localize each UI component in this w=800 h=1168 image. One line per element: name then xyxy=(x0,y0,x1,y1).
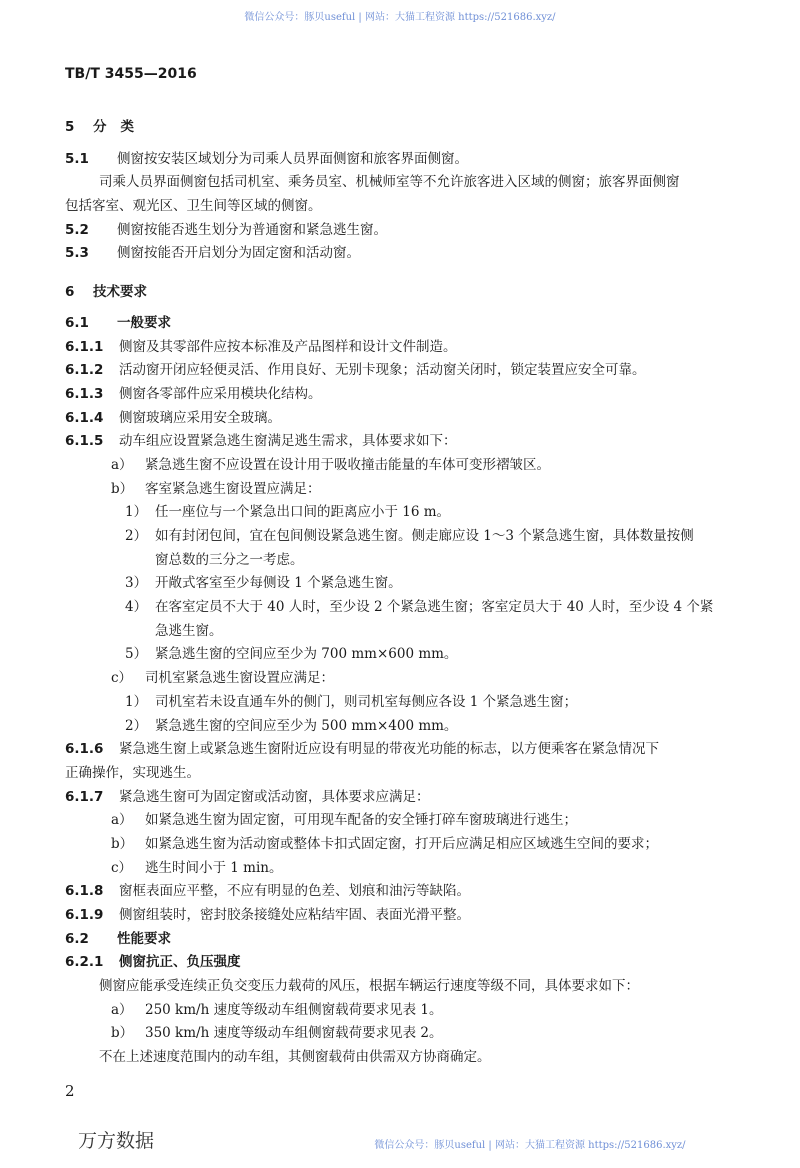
list-label: 2） xyxy=(125,717,148,734)
list-label: c） xyxy=(111,859,133,876)
clause-text: 司机室紧急逃生窗设置应满足： xyxy=(145,670,334,687)
clause-text: 如紧急逃生窗为活动窗或整体卡扣式固定窗，打开后应满足相应区域逃生空间的要求； xyxy=(145,835,658,852)
clause-6-1-8 xyxy=(65,880,745,904)
clause-5-2 xyxy=(65,219,745,243)
list-item xyxy=(65,525,745,549)
page-number: 2 xyxy=(65,1082,75,1100)
clause-number: 6.1.4 xyxy=(65,409,104,426)
list-label: a） xyxy=(111,1001,133,1018)
clause-number: 6.1.2 xyxy=(65,362,104,379)
clause-6-2 xyxy=(65,928,745,952)
clause-number: 6.1.9 xyxy=(65,907,104,923)
clause-text: 不在上述速度范围内的动车组，其侧窗载荷由供需双方协商确定。 xyxy=(99,1049,491,1066)
watermark-top: 微信公众号：豚贝useful | 网站：大猫工程资源 https://521686.xyz/ xyxy=(244,12,556,23)
clause-number: 6.1.6 xyxy=(65,741,104,758)
clause-text: 窗框表面应平整，不应有明显的色差、划痕和油污等缺陷。 xyxy=(119,883,470,900)
section-heading: 一般要求 xyxy=(117,314,171,331)
list-item xyxy=(65,715,745,739)
clause-text: 司乘人员界面侧窗包括司机室、乘务员室、机械师室等不允许旅客进入区域的侧窗；旅客界面侧窗 xyxy=(99,174,680,191)
clause-text: 侧窗及其零部件应按本标准及产品图样和设计文件制造。 xyxy=(119,338,457,355)
clause-6 xyxy=(65,281,745,305)
clause-text: 司机室若未设直通车外的侧门，则司机室每侧应各设 1 个紧急逃生窗； xyxy=(155,693,578,710)
clause-text: 350 km/h 速度等级动车组侧窗载荷要求见表 2。 xyxy=(145,1025,443,1042)
clause-number: 6.1.8 xyxy=(65,883,104,900)
paragraph-line xyxy=(65,195,745,219)
clause-text: 紧急逃生窗的空间应至少为 500 mm×400 mm。 xyxy=(155,717,458,734)
list-item xyxy=(65,501,745,525)
clause-6-1-2 xyxy=(65,359,745,383)
list-item xyxy=(65,478,745,502)
clause-text: 紧急逃生窗不应设置在设计用于吸收撞击能量的车体可变形褶皱区。 xyxy=(145,456,550,473)
list-item xyxy=(65,667,745,691)
list-label: a） xyxy=(111,812,133,829)
clause-6-1-9 xyxy=(65,904,745,928)
list-item xyxy=(65,454,745,478)
clause-text: 窗总数的三分之一考虑。 xyxy=(155,551,304,568)
clause-text: 任一座位与一个紧急出口间的距离应小于 16 m。 xyxy=(155,504,451,521)
clause-6-1-4 xyxy=(65,407,745,431)
clause-5-1 xyxy=(65,148,745,172)
document-body xyxy=(65,116,745,1070)
clause-text: 侧窗按能否逃生划分为普通窗和紧急逃生窗。 xyxy=(117,221,387,238)
list-label: 3） xyxy=(125,575,148,592)
section-heading: 性能要求 xyxy=(117,930,171,947)
paragraph-line xyxy=(65,549,745,573)
clause-number: 6.1.1 xyxy=(65,338,104,355)
list-item xyxy=(65,596,745,620)
clause-6-1-3 xyxy=(65,383,745,407)
clause-text: 侧窗按能否开启划分为固定窗和活动窗。 xyxy=(117,245,360,262)
clause-number: 6.1 xyxy=(65,314,89,331)
list-item xyxy=(65,999,745,1023)
clause-text: 开敞式客室至少每侧设 1 个紧急逃生窗。 xyxy=(155,575,402,592)
list-item xyxy=(65,809,745,833)
list-label: b） xyxy=(111,835,134,852)
clause-5 xyxy=(65,116,745,140)
list-label: b） xyxy=(111,480,134,497)
clause-text: 动车组应设置紧急逃生窗满足逃生需求，具体要求如下： xyxy=(119,433,457,450)
paragraph-line xyxy=(65,762,745,786)
clause-text: 客室紧急逃生窗设置应满足： xyxy=(145,480,321,497)
paragraph-line xyxy=(65,171,745,195)
standard-code-header: TB/T 3455—2016 xyxy=(65,66,197,82)
clause-number: 5.2 xyxy=(65,221,89,238)
clause-number: 5.1 xyxy=(65,150,89,167)
section-heading: 侧窗抗正、负压强度 xyxy=(119,954,241,971)
clause-text: 紧急逃生窗上或紧急逃生窗附近应设有明显的带夜光功能的标志，以方便乘客在紧急情况下 xyxy=(119,741,659,758)
list-item xyxy=(65,572,745,596)
clause-6-1-6 xyxy=(65,738,745,762)
list-label: 2） xyxy=(125,528,148,544)
clause-text: 侧窗各零部件应采用模块化结构。 xyxy=(119,385,322,402)
list-label: 5） xyxy=(125,646,148,663)
clause-text: 如紧急逃生窗为固定窗，可用现车配备的安全锤打碎车窗玻璃进行逃生； xyxy=(145,812,577,829)
clause-text: 正确操作，实现逃生。 xyxy=(65,764,200,781)
clause-number: 5 xyxy=(65,119,75,135)
clause-text: 包括客室、观光区、卫生间等区域的侧窗。 xyxy=(65,198,322,215)
clause-text: 侧窗应能承受连续正负交变压力载荷的风压，根据车辆运行速度等级不同，具体要求如下： xyxy=(99,978,639,995)
watermark-bottom: 微信公众号：豚贝useful | 网站：大猫工程资源 https://521686.xyz/ xyxy=(374,1140,686,1151)
list-item xyxy=(65,833,745,857)
list-label: 1） xyxy=(125,693,148,710)
list-item xyxy=(65,857,745,881)
list-label: b） xyxy=(111,1025,134,1042)
list-label: 1） xyxy=(125,504,148,521)
list-item xyxy=(65,691,745,715)
list-label: c） xyxy=(111,670,133,687)
clause-6-1-5 xyxy=(65,430,745,454)
clause-text: 活动窗开闭应轻便灵活、作用良好、无别卡现象；活动窗关闭时，锁定装置应安全可靠。 xyxy=(119,362,646,379)
clause-number: 6 xyxy=(65,284,75,301)
paragraph-line xyxy=(65,1046,745,1070)
paragraph-line xyxy=(65,620,745,644)
clause-number: 6.1.5 xyxy=(65,433,104,450)
clause-text: 在客室定员不大于 40 人时，至少设 2 个紧急逃生窗；客室定员大于 40 人时，至少设 4 个紧 xyxy=(155,599,714,616)
clause-text: 250 km/h 速度等级动车组侧窗载荷要求见表 1。 xyxy=(145,1001,443,1018)
clause-5-3 xyxy=(65,242,745,266)
paragraph-line xyxy=(65,975,745,999)
clause-6-1-7 xyxy=(65,786,745,810)
clause-number: 6.1.7 xyxy=(65,788,104,805)
clause-text: 急逃生窗。 xyxy=(155,622,223,639)
clause-number: 6.2 xyxy=(65,930,89,947)
clause-number: 6.1.3 xyxy=(65,385,104,402)
clause-6-1 xyxy=(65,312,745,336)
clause-text: 侧窗按安装区域划分为司乘人员界面侧窗和旅客界面侧窗。 xyxy=(117,150,468,167)
clause-number: 6.2.1 xyxy=(65,954,104,971)
section-heading: 分类 xyxy=(93,119,148,135)
wanfang-logo-text: 万方数据 xyxy=(78,1130,155,1152)
list-label: a） xyxy=(111,456,133,473)
clause-text: 紧急逃生窗可为固定窗或活动窗，具体要求应满足： xyxy=(119,788,430,805)
clause-number: 5.3 xyxy=(65,245,89,262)
list-item xyxy=(65,643,745,667)
clause-text: 侧窗玻璃应采用安全玻璃。 xyxy=(119,409,281,426)
clause-6-2-1 xyxy=(65,951,745,975)
clause-text: 逃生时间小于 1 min。 xyxy=(145,859,283,876)
clause-6-1-1 xyxy=(65,336,745,360)
clause-text: 如有封闭包间，宜在包间侧设紧急逃生窗。侧走廊应设 1～3 个紧急逃生窗，具体数量按侧 xyxy=(155,528,694,544)
section-heading: 技术要求 xyxy=(93,284,147,301)
clause-text: 紧急逃生窗的空间应至少为 700 mm×600 mm。 xyxy=(155,646,458,663)
list-item xyxy=(65,1022,745,1046)
clause-text: 侧窗组装时，密封胶条接缝处应粘结牢固、表面光滑平整。 xyxy=(119,907,470,923)
list-label: 4） xyxy=(125,599,148,616)
